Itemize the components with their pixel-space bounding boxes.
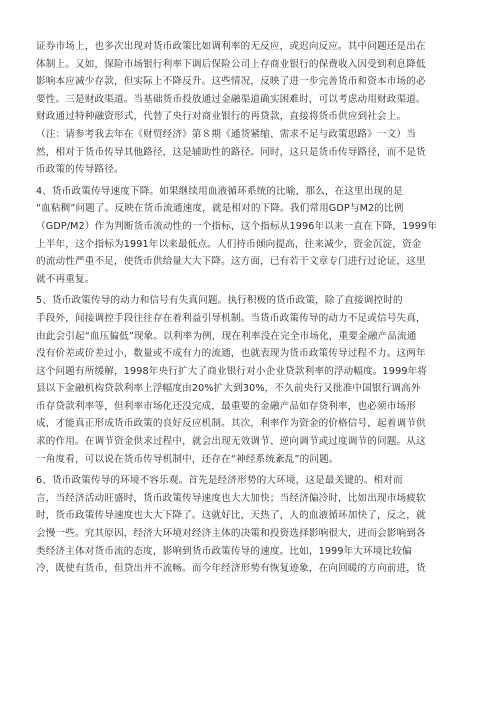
text-line: （注：请参考我去年在《财贸经济》第８期《通货紧缩、需求不足与政策思路》一文）当 — [36, 128, 417, 140]
text-line: 证券市场上，也多次出现对货币政策比如调利率的无反应，或迟向反应。其中问题还是出在 — [36, 41, 426, 52]
text-line: 言，当经济活动旺盛时，货币政策传导速度也大大加快；当经济偏冷时，比如出现市场疲软 — [36, 492, 426, 504]
paragraph-5 — [36, 472, 466, 578]
text-line: 成，才能真正形成货币政策的良好反应机制。其次，利率作为资金的价格信号，起着调节供 — [36, 418, 426, 430]
text-line: 就不再重复。 — [36, 273, 95, 285]
text-line: 影响本应减少存款，但实际上不降反升。这些情况，反映了进一步完善货币和资本市场的必 — [36, 76, 426, 88]
text-line: 时，货币政策传导速度也大大下降了。这就好比，天热了，人的血液循环加快了，反之，就 — [36, 510, 426, 522]
text-line: 5、货币政策传导的动力和信号有失真问题。执行积极的货币政策，除了直接调控时的 — [36, 295, 403, 307]
text-line: 冷，既使有货币，但贷出并不流畅。而今年经济形势有恢复迹象，在向回暖的方向前进，货 — [36, 563, 426, 575]
text-line: 然，相对于货币传导其他路径，这是辅助性的路径。同时，这只是货币传导路径，而不是货 — [36, 146, 426, 158]
paragraph-3 — [36, 183, 466, 289]
text-line: 会慢一些。究其原因，经济大环境对经济主体的决策和投资选择影响很大，进而会影响到各 — [36, 528, 426, 540]
text-line: 体制上。又如，保险市场银行利率下调后保险公司上存商业银行的保费收入因受到利息降低 — [36, 58, 426, 70]
text-line: “血粘稠”问题了。反映在货币流通速度，就是相对的下降。我们常用GDP与M2的比例 — [36, 203, 404, 215]
text-line: 一角度看，可以说在货币传导机制中，还存在“神经系统紊乱”的问题。 — [36, 453, 339, 465]
paragraph-1 — [36, 38, 466, 126]
text-line: 手段外，间接调控手段往往存在着利益引导机制。当货币政策传导的动力不足或信号失真， — [36, 312, 426, 324]
text-line: 求的作用。在调节资金供求过程中，就会出现无效调节、逆向调节或过度调节的问题。从这 — [36, 436, 426, 448]
text-line: 币存贷款利率等，但利率市场化还没完成，最重要的金融产品如存贷利率，也必须市场形 — [36, 400, 417, 412]
text-line: 4、货币政策传导速度下降。如果继续用血液循环系统的比喻，那么，在这里出现的是 — [36, 185, 403, 197]
paragraph-2 — [36, 126, 466, 179]
text-line: 财政通过特种融资形式，代替了央行对商业银行的再贷款，直接将货币供应到社会上。 — [36, 111, 407, 123]
paragraph-4 — [36, 292, 466, 468]
text-line: （GDP/M2）作为判断货币流动性的一个指标，这个指标从1996年以来一直在下降，1999年 — [36, 220, 437, 232]
text-line: 类经济主体对货币流的态度，影响到货币政策传导的速度。比如，1999年大环境比较偏 — [36, 545, 412, 557]
text-line: 没有价差或价差过小，数量或不成有力的流通，也就表现为货币政策传导过程不力。这两年 — [36, 348, 426, 360]
text-line: 上半年，这个指标为1991年以来最低点。人们持币倾向提高，往来减少，资金沉淀，资金 — [36, 238, 422, 250]
text-line: 的流动性严重不足，使货币供给量大大下降。这方面，已有若干文章专门进行过论证，这里 — [36, 256, 426, 268]
text-line: 这个问题有所缓解，1998年央行扩大了商业银行对小企业贷款利率的浮动幅度。1999年将 — [36, 365, 428, 377]
text-line: 币政策的传导路径。 — [36, 164, 124, 176]
text-line: 县以下金融机构贷款利率上浮幅度由20%扩大到30%，不久前央行又批准中国银行调高外 — [36, 383, 421, 395]
text-line: 6、货币政策传导的环境不容乐观。首先是经济形势的大环境，这是最关键的。相对而 — [36, 475, 403, 487]
text-line: 要性。三是财政渠道。当基础货币投放通过金融渠道确实困难时，可以考虑动用财政渠道。 — [36, 93, 426, 105]
text-line: 由此会引起“血压偏低”现象。以利率为例，现在利率没在完全市场化，重要金融产品流通 — [36, 330, 417, 342]
